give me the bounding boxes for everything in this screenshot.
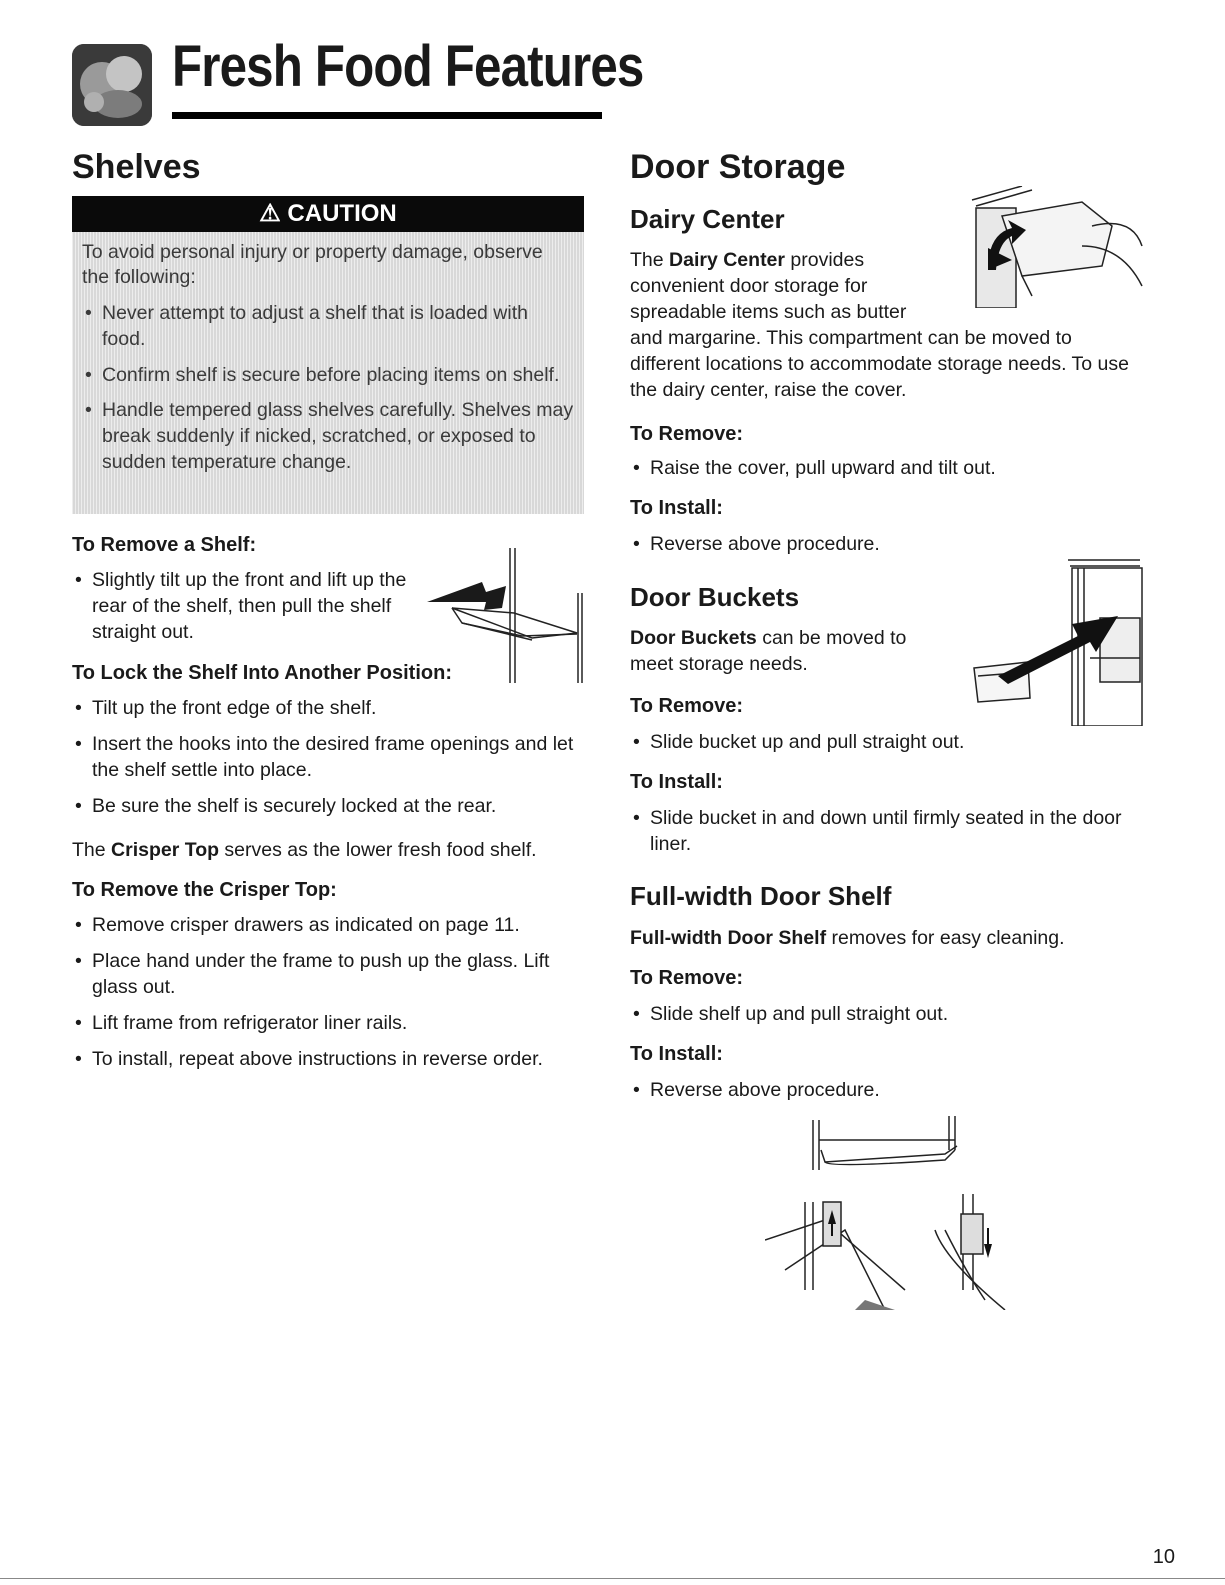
dairy-center-illustration — [962, 186, 1147, 308]
list-item: • Slide shelf up and pull straight out. — [630, 1002, 1130, 1028]
full-width-shelf-heading: Full-width Door Shelf — [630, 881, 892, 911]
text-span: serves as the lower fresh food shelf. — [219, 839, 537, 861]
warning-triangle-icon: ⚠ — [259, 200, 281, 227]
caution-list — [82, 301, 574, 477]
list-item: • Reverse above procedure. — [630, 532, 1130, 558]
buckets-install-list — [630, 806, 1130, 858]
dairy-line-2: convenient door storage for — [630, 274, 868, 297]
list-item: • Slide bucket up and pull straight out. — [630, 730, 1130, 756]
list-item: • Slightly tilt up the front and lift up the rear of the shelf, then pull the shelf straight out. — [72, 568, 412, 646]
caution-label: CAUTION — [287, 200, 397, 227]
dairy-line-3: spreadable items such as butter — [630, 300, 907, 323]
list-item: • Raise the cover, pull upward and tilt out. — [630, 456, 1130, 482]
text-span: provides — [785, 249, 865, 271]
fullwidth-remove-label: To Remove: — [630, 967, 743, 989]
door-storage-heading: Door Storage — [630, 148, 846, 186]
text-span: The — [72, 839, 112, 861]
door-bucket-illustration — [968, 558, 1146, 726]
list-item: • Place hand under the frame to push up the glass. Lift glass out. — [72, 949, 592, 1001]
fullwidth-remove-list — [630, 1002, 1130, 1028]
fullwidth-install-list — [630, 1078, 1130, 1104]
dairy-center-heading: Dairy Center — [630, 204, 785, 234]
list-item: • Insert the hooks into the desired frame openings and let the shelf settle into place. — [72, 732, 592, 784]
remove-shelf-label: To Remove a Shelf: — [72, 534, 257, 556]
buckets-remove-list — [630, 730, 1130, 756]
crisper-top-term: Crisper Top — [111, 839, 220, 861]
title-rule — [172, 112, 602, 119]
text-span: can be moved to — [756, 627, 907, 649]
caution-bar — [72, 196, 584, 232]
caution-box — [72, 196, 584, 514]
remove-crisper-list — [72, 913, 592, 1073]
text-span: removes for easy cleaning. — [826, 927, 1065, 949]
buckets-line-1 — [630, 626, 960, 652]
list-item: • Be sure the shelf is securely locked at the rear. — [72, 794, 592, 820]
bottom-rule — [0, 1578, 1225, 1579]
caution-body — [72, 232, 584, 514]
door-buckets-term: Door Buckets — [630, 627, 757, 649]
text-span: The — [630, 249, 670, 271]
full-width-shelf-illustration — [765, 1110, 1015, 1310]
full-width-shelf-term: Full-width Door Shelf — [630, 927, 827, 949]
dairy-center-term: Dairy Center — [669, 249, 785, 271]
caution-intro: To avoid personal injury or property damage, observe the following: — [82, 241, 543, 289]
list-item: • Lift frame from refrigerator liner rails. — [72, 1011, 592, 1037]
buckets-install-label: To Install: — [630, 771, 723, 793]
list-item: • Reverse above procedure. — [630, 1078, 1130, 1104]
caution-item: • Handle tempered glass shelves carefully. Shelves may break suddenly if nicked, scratched, or exposed to sudden temperature change. — [82, 398, 574, 476]
list-item: • To install, repeat above instructions in reverse order. — [72, 1047, 592, 1073]
caution-item: • Confirm shelf is secure before placing items on shelf. — [82, 363, 574, 389]
remove-crisper-label: To Remove the Crisper Top: — [72, 879, 337, 901]
dairy-install-label: To Install: — [630, 497, 723, 519]
lock-shelf-label: To Lock the Shelf Into Another Position: — [72, 662, 452, 684]
buckets-remove-label: To Remove: — [630, 695, 743, 717]
lock-shelf-list — [72, 696, 592, 820]
dairy-remove-label: To Remove: — [630, 423, 743, 445]
door-buckets-text — [630, 626, 960, 678]
dairy-remove-list — [630, 456, 1130, 482]
dairy-rest: and margarine. This compartment can be moved to different locations to accommodate storage needs. To use the dairy center, raise the cover. — [630, 326, 1130, 401]
remove-shelf-list — [72, 568, 412, 646]
produce-icon — [72, 44, 152, 126]
shelves-heading: Shelves — [72, 148, 201, 186]
caution-item: • Never attempt to adjust a shelf that is loaded with food. — [82, 301, 574, 353]
page-title: Fresh Food Features — [172, 34, 644, 99]
door-buckets-heading: Door Buckets — [630, 582, 800, 612]
list-item: • Remove crisper drawers as indicated on page 11. — [72, 913, 592, 939]
full-width-shelf-text — [630, 926, 1150, 952]
list-item: • Slide bucket in and down until firmly seated in the door liner. — [630, 806, 1130, 858]
fullwidth-install-label: To Install: — [630, 1043, 723, 1065]
dairy-install-list — [630, 532, 1130, 558]
list-item: • Tilt up the front edge of the shelf. — [72, 696, 592, 722]
crisper-top-text — [72, 838, 592, 864]
page-number: 10 — [1152, 1546, 1175, 1568]
buckets-line-2: meet storage needs. — [630, 652, 808, 675]
